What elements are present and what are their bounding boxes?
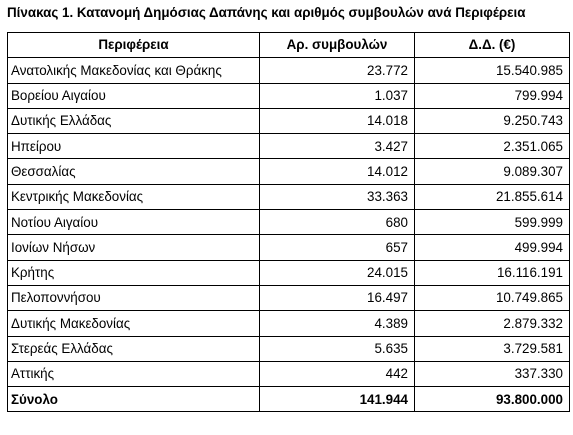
region-spending-table — [7, 32, 570, 412]
table-row — [8, 184, 570, 209]
total-expenditure-cell: 93.800.000 — [415, 387, 570, 412]
table-row — [8, 336, 570, 361]
region-cell: Ιονίων Νήσων — [8, 235, 260, 260]
region-cell: Βορείου Αιγαίου — [8, 83, 260, 108]
advice-count-cell: 16.497 — [260, 285, 415, 310]
advice-count-cell: 5.635 — [260, 336, 415, 361]
region-cell: Κρήτης — [8, 260, 260, 285]
region-cell: Ανατολικής Μακεδονίας και Θράκης — [8, 58, 260, 83]
table-total-row — [8, 387, 570, 412]
advice-count-cell: 14.018 — [260, 108, 415, 133]
expenditure-cell: 9.089.307 — [415, 159, 570, 184]
advice-count-cell: 680 — [260, 210, 415, 235]
region-cell: Πελοποννήσου — [8, 285, 260, 310]
table-row — [8, 235, 570, 260]
advice-count-cell: 3.427 — [260, 134, 415, 159]
expenditure-cell: 337.330 — [415, 361, 570, 386]
header-region: Περιφέρεια — [8, 33, 260, 58]
expenditure-cell: 2.351.065 — [415, 134, 570, 159]
region-cell: Κεντρικής Μακεδονίας — [8, 184, 260, 209]
table-row — [8, 134, 570, 159]
expenditure-cell: 2.879.332 — [415, 311, 570, 336]
advice-count-cell: 33.363 — [260, 184, 415, 209]
table-row — [8, 285, 570, 310]
total-advice-count-cell: 141.944 — [260, 387, 415, 412]
expenditure-cell: 15.540.985 — [415, 58, 570, 83]
region-cell: Δυτικής Ελλάδας — [8, 108, 260, 133]
table-header-row — [8, 33, 570, 58]
expenditure-cell: 3.729.581 — [415, 336, 570, 361]
region-cell: Δυτικής Μακεδονίας — [8, 311, 260, 336]
advice-count-cell: 657 — [260, 235, 415, 260]
table-row — [8, 361, 570, 386]
expenditure-cell: 499.994 — [415, 235, 570, 260]
expenditure-cell: 9.250.743 — [415, 108, 570, 133]
region-cell: Θεσσαλίας — [8, 159, 260, 184]
table-row — [8, 159, 570, 184]
advice-count-cell: 4.389 — [260, 311, 415, 336]
advice-count-cell: 14.012 — [260, 159, 415, 184]
region-cell: Στερεάς Ελλάδας — [8, 336, 260, 361]
expenditure-cell: 599.999 — [415, 210, 570, 235]
table-row — [8, 311, 570, 336]
table-caption: Πίνακας 1. Κατανομή Δημόσιας Δαπάνης και αριθμός συμβουλών ανά Περιφέρεια — [7, 5, 526, 20]
header-public-expenditure: Δ.Δ. (€) — [415, 33, 570, 58]
region-cell: Ηπείρου — [8, 134, 260, 159]
expenditure-cell: 16.116.191 — [415, 260, 570, 285]
table-row — [8, 210, 570, 235]
expenditure-cell: 21.855.614 — [415, 184, 570, 209]
table-row — [8, 260, 570, 285]
expenditure-cell: 10.749.865 — [415, 285, 570, 310]
expenditure-cell: 799.994 — [415, 83, 570, 108]
table-row — [8, 58, 570, 83]
total-label-cell: Σύνολο — [8, 387, 260, 412]
region-cell: Αττικής — [8, 361, 260, 386]
table-row — [8, 108, 570, 133]
advice-count-cell: 1.037 — [260, 83, 415, 108]
advice-count-cell: 442 — [260, 361, 415, 386]
table-row — [8, 83, 570, 108]
region-cell: Νοτίου Αιγαίου — [8, 210, 260, 235]
header-advice-count: Αρ. συμβουλών — [260, 33, 415, 58]
advice-count-cell: 23.772 — [260, 58, 415, 83]
advice-count-cell: 24.015 — [260, 260, 415, 285]
